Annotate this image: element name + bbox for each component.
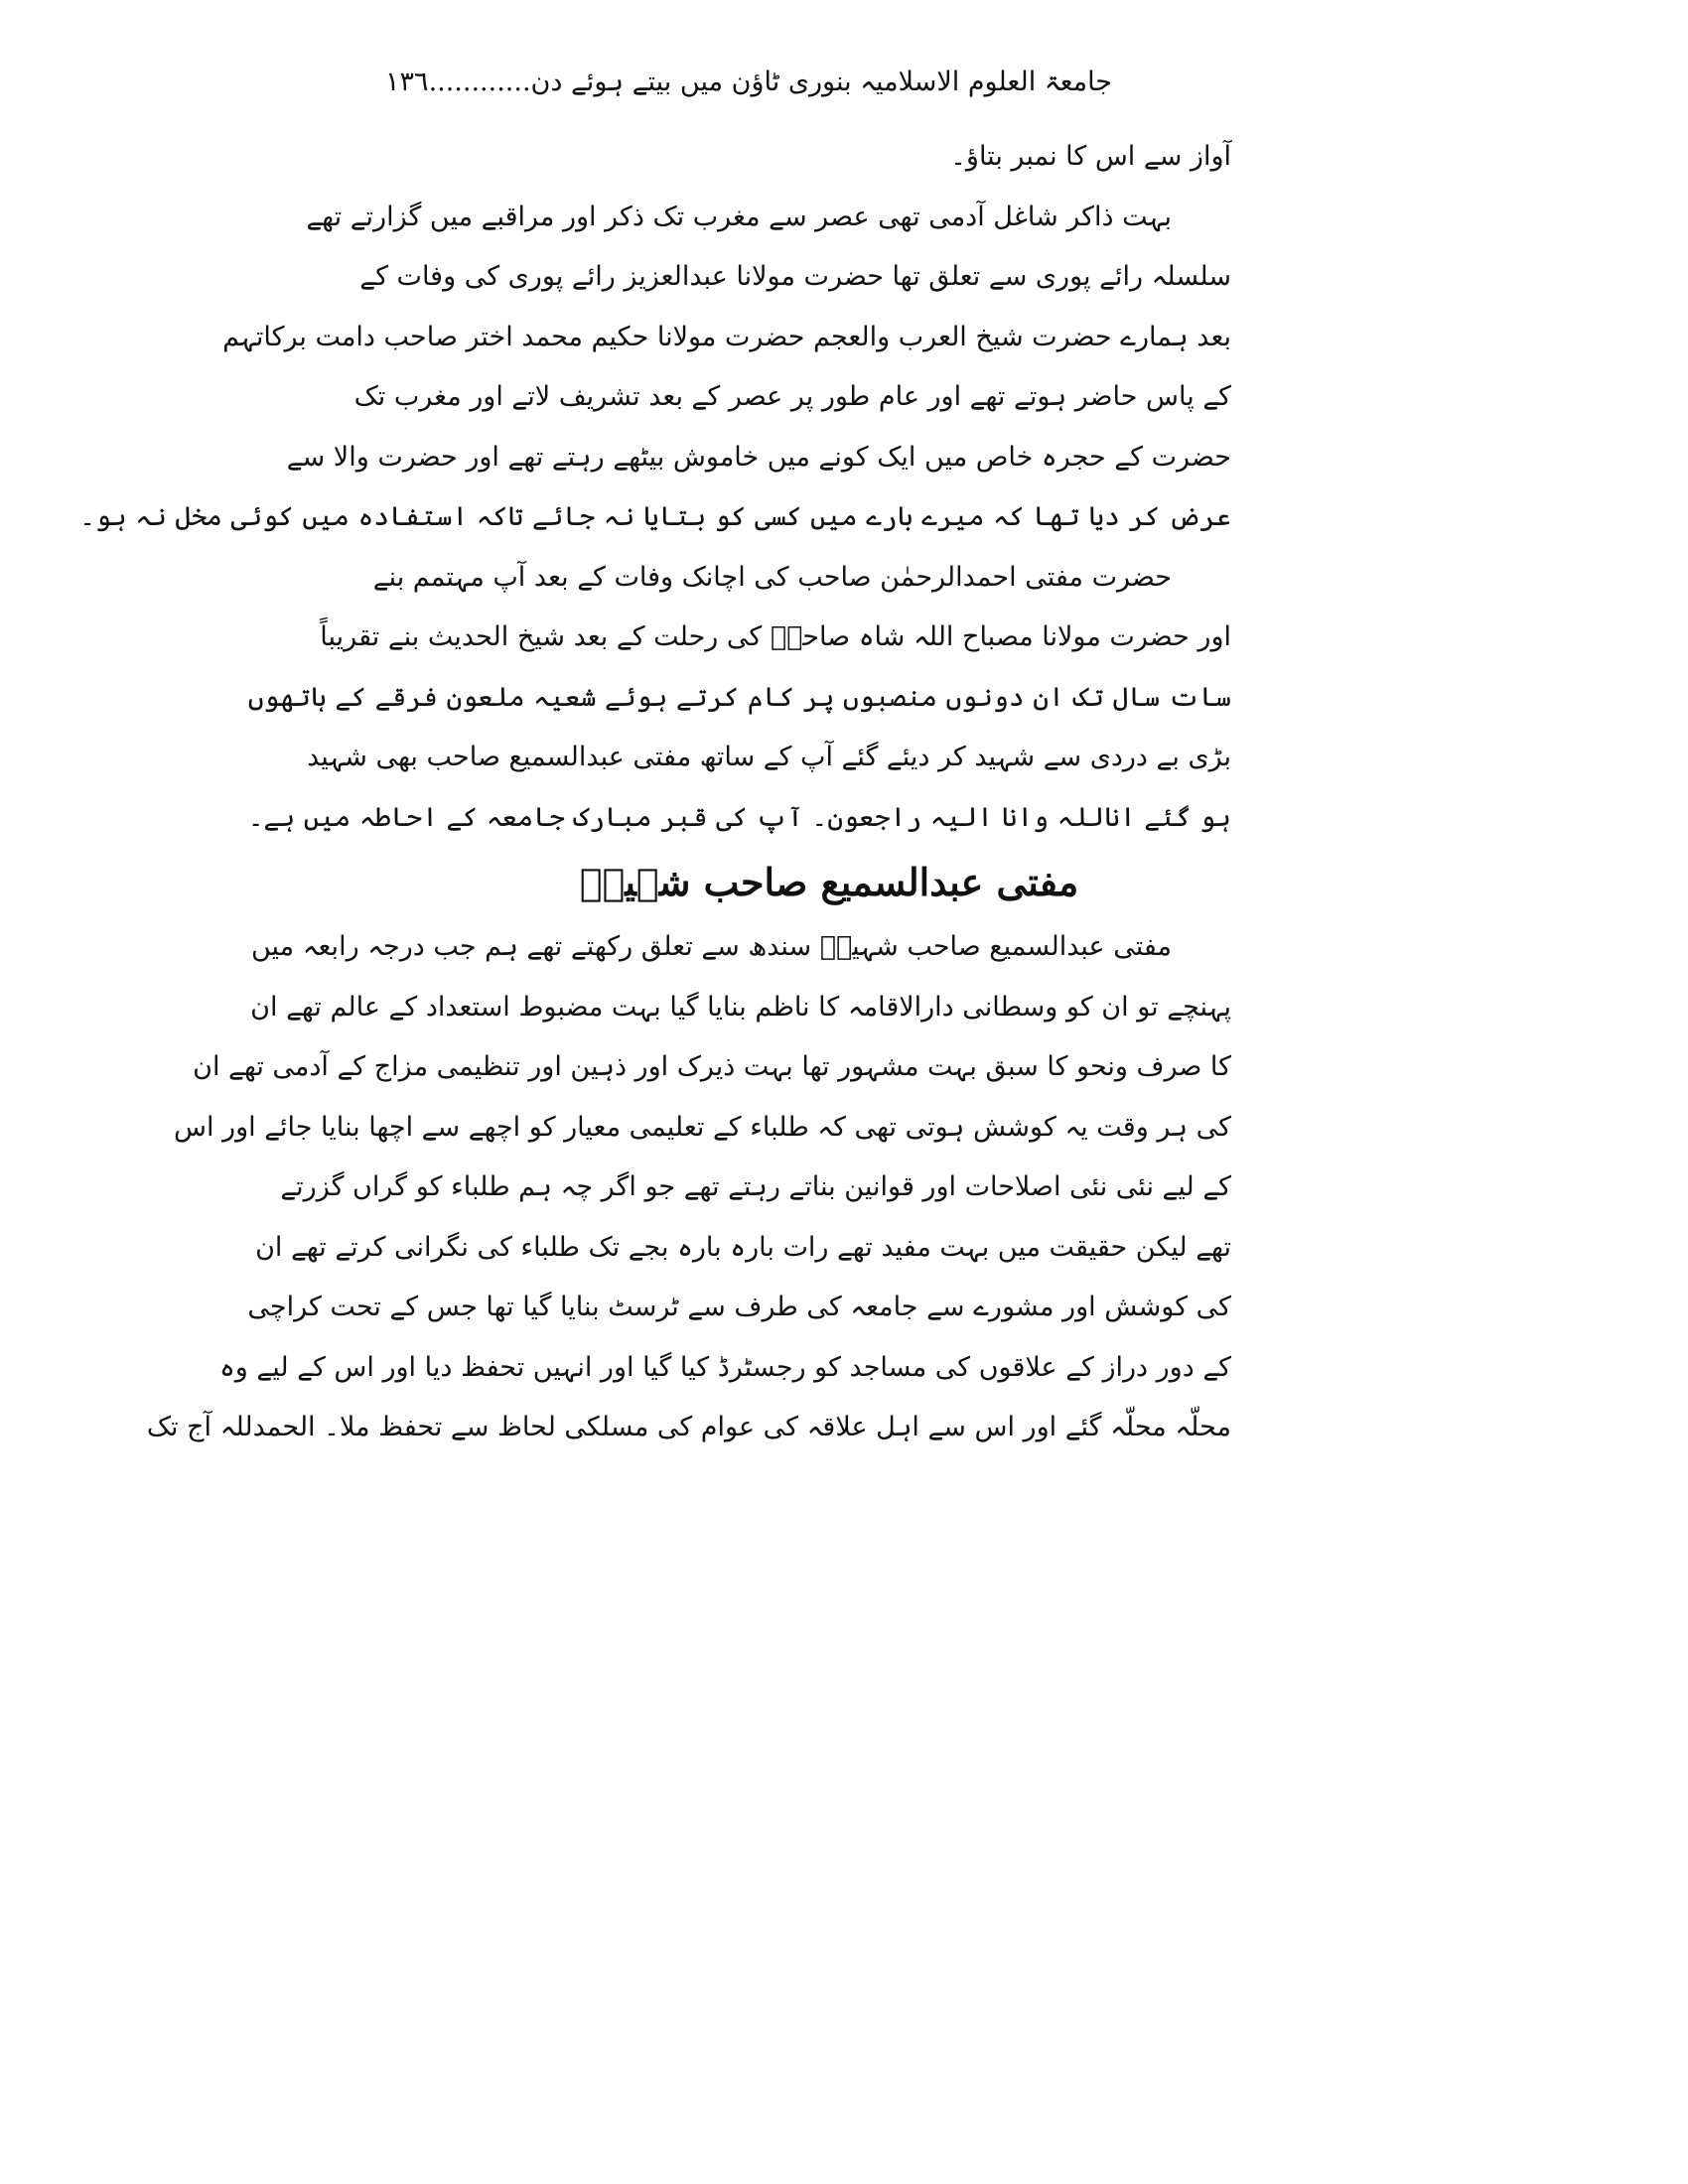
text-line: سلسلہ رائے پوری سے تعلق تھا حضرت مولانا عبدالعزیز رائے پوری کی وفات کے [359, 261, 1231, 292]
text-line: پہنچے تو ان کو وسطانی دارالاقامہ کا ناظم بنایا گیا بہت مضبوط استعداد کے عالم تھے ان [250, 991, 1231, 1023]
text-line: کے دور دراز کے علاقوں کی مساجد کو رجسٹرڈ کیا گیا اور انہیں تحفظ دیا اور اس کے لیے وہ [218, 1351, 1231, 1383]
text-line: بڑی بے دردی سے شہید کر دیئے گئے آپ کے ساتھ مفتی عبدالسمیع صاحب بھی شہید [307, 742, 1231, 772]
text-line: آواز سے اس کا نمبر بتاؤ۔ [950, 141, 1231, 172]
text-line: مفتی عبدالسمیع صاحب شہیدؒ سندھ سے تعلق رکھتے تھے ہم جب درجہ رابعہ میں [250, 931, 1172, 962]
text-line: سات سال تک ان دونوں منصبوں پر کام کرتے ہوئے شعیہ ملعون فرقے کے ہاتھوں [247, 681, 1231, 713]
text-line: بہت ذاکر شاغل آدمی تھی عصر سے مغرب تک ذکر اور مراقبے میں گزارتے تھے [306, 201, 1172, 232]
section-heading: مفتی عبدالسمیع صاحب شہیدؒ [579, 860, 1079, 904]
text-line: کی کوشش اور مشورے سے جامعہ کی طرف سے ٹرسٹ بنایا گیا تھا جس کے تحت کراچی [247, 1292, 1231, 1322]
text-line: حضرت مفتی احمدالرحمٰن صاحب کی اچانک وفات کے بعد آپ مہتمم بنے [372, 561, 1172, 593]
text-line: کا صرف ونحو کا سبق بہت مشہور تھا بہت ذیرک اور ذہین اور تنظیمی مزاج کے آدمی تھے ان [193, 1051, 1231, 1082]
text-line: کے پاس حاضر ہوتے تھے اور عام طور پر عصر کے بعد تشریف لاتے اور مغرب تک [353, 381, 1231, 412]
running-header: جامعۃ العلوم الاسلامیہ بنوری ٹاؤن میں بیتے ہوئے دن............١٣٦ [385, 67, 1112, 97]
text-line: تھے لیکن حقیقت میں بہت مفید تھے رات بارہ بارہ بجے تک طلباء کی نگرانی کرتے تھے ان [255, 1231, 1231, 1263]
text-line: کے لیے نئی نئی اصلاحات اور قوانین بناتے رہتے تھے جو اگر چہ ہم طلباء کو گراں گزرتے [280, 1171, 1231, 1202]
text-line: عرض کر دیا تھا کہ میرے بارے میں کسی کو بتایا نہ جائے تاکہ استفادہ میں کوئی مخل نہ ہو۔ [79, 501, 1231, 532]
text-line: کی ہر وقت یہ کوشش ہوتی تھی کہ طلباء کے تعلیمی معیار کو اچھے سے اچھا بنایا جائے اور اس [173, 1111, 1231, 1143]
text-line: اور حضرت مولانا مصباح اللہ شاہ صاحبؒ کی رحلت کے بعد شیخ الحدیث بنے تقریباً [320, 621, 1231, 652]
body-text [79, 127, 1231, 1458]
text-line: حضرت کے حجرہ خاص میں ایک کونے میں خاموش بیٹھے رہتے تھے اور حضرت والا سے [286, 441, 1231, 473]
text-line: ہو گئے اناللہ وانا الیہ راجعون۔ آپ کی قبر مبارک جامعہ کے احاطہ میں ہے۔ [247, 801, 1231, 833]
text-line: محلّہ محلّہ گئے اور اس سے اہل علاقہ کی عوام کی مسلکی لحاظ سے تحفظ ملا۔ الحمدللہ آج تک [146, 1412, 1231, 1442]
text-line: بعد ہمارے حضرت شیخ العرب والعجم حضرت مولانا حکیم محمد اختر صاحب دامت برکاتہم [222, 321, 1231, 352]
